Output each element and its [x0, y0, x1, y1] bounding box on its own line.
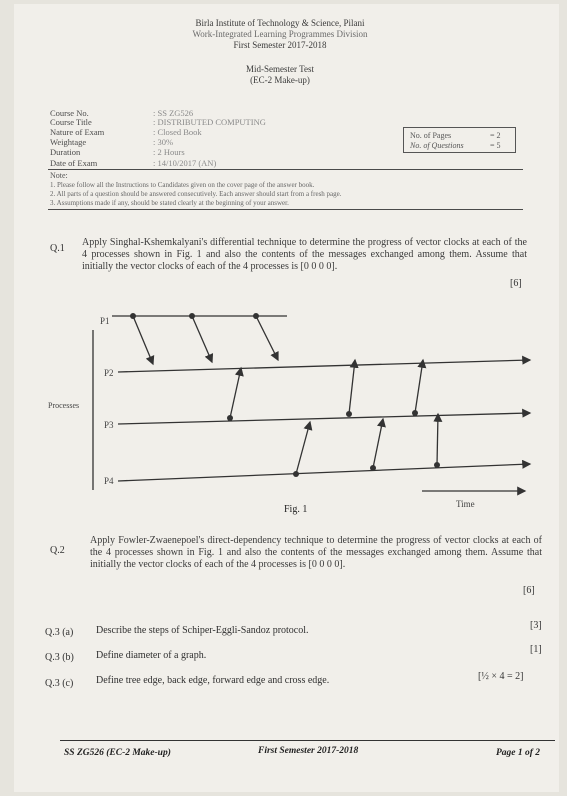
p2-timeline: [118, 360, 530, 372]
p2-label: P2: [104, 368, 114, 378]
pages-label: No. of Pages: [410, 131, 452, 140]
duration-value: : 2 Hours: [153, 147, 185, 157]
event-dot: [370, 465, 376, 471]
duration-label: Duration: [50, 147, 81, 157]
note-item-3: 3. Assumptions made if any, should be stated clearly at the beginning of your answer.: [50, 199, 289, 207]
message-arrow: [415, 360, 423, 413]
q3c-marks: [½ × 4 = 2]: [478, 671, 524, 682]
weightage-value: : 30%: [153, 137, 174, 147]
note-item-1: 1. Please follow all the Instructions to Candidates given on the cover page of the answer book.: [50, 181, 315, 189]
event-dot: [293, 471, 299, 477]
pages-value: = 2: [490, 131, 501, 140]
p1-label: P1: [100, 316, 110, 326]
q3c-text: Define tree edge, back edge, forward edge and cross edge.: [96, 675, 330, 686]
exam-nature-label: Nature of Exam: [50, 127, 105, 137]
course-no-label: Course No.: [50, 108, 89, 118]
q1-text: Apply Singhal-Kshemkalyani's differential technique to determine the progress of vector clocks at each of the 4 processes shown in Fig. 1 and also the contents of the messages exchanged among them. Assume that initially the vector clocks of each of the 4 processes is [0 0 0 0].: [82, 237, 527, 272]
p4-label: P4: [104, 476, 114, 486]
footer-course: SS ZG526 (EC-2 Make-up): [64, 748, 171, 758]
q2-text: Apply Fowler-Zwaenepoel's direct-dependency technique to determine the progress of vector clocks at each of the 4 processes shown in Fig. 1 and also the contents of the messages exchanged among them. Assume that initially the vector clocks of each of the 4 processes is [0 0 0 0].: [90, 535, 542, 570]
event-dot: [253, 313, 259, 319]
note-item-2: 2. All parts of a question should be answered consecutively. Each answer should start from a fresh page.: [50, 190, 342, 198]
q3b-number: Q.3 (b): [45, 652, 74, 663]
message-arrow: [349, 360, 355, 414]
exam-nature-value: : Closed Book: [153, 127, 202, 137]
processes-axis-label: Processes: [48, 401, 80, 410]
figure-caption: Fig. 1: [284, 504, 308, 515]
footer-semester: First Semester 2017-2018: [258, 746, 359, 756]
message-arrow: [437, 414, 438, 465]
q3a-text: Describe the steps of Schiper-Eggli-Sandoz protocol.: [96, 625, 309, 636]
message-arrow: [296, 422, 310, 474]
message-arrow: [373, 419, 383, 468]
exam-date-value: : 14/10/2017 (AN): [153, 158, 217, 168]
event-dot: [227, 415, 233, 421]
q2-number: Q.2: [50, 545, 65, 556]
p4-timeline: [118, 464, 530, 481]
message-arrow: [256, 316, 278, 360]
test-title: Mid-Semester Test: [246, 64, 314, 74]
event-dot: [346, 411, 352, 417]
footer-divider: [60, 740, 555, 741]
q3c-number: Q.3 (c): [45, 678, 74, 689]
semester-heading: First Semester 2017-2018: [233, 40, 327, 50]
weightage-label: Weightage: [50, 137, 87, 147]
institute-name: Birla Institute of Technology & Science, Pilani: [195, 18, 365, 28]
event-dot: [412, 410, 418, 416]
exam-date-label: Date of Exam: [50, 158, 98, 168]
q1-marks: [6]: [510, 278, 522, 289]
course-title-label: Course Title: [50, 117, 92, 127]
event-dot: [434, 462, 440, 468]
event-dot: [130, 313, 136, 319]
q2-marks: [6]: [523, 585, 535, 596]
q3a-number: Q.3 (a): [45, 627, 74, 638]
questions-label: No. of Questions: [410, 141, 464, 150]
q3a-marks: [3]: [530, 620, 542, 631]
course-no-value: : SS ZG526: [153, 108, 194, 118]
course-title-value: : DISTRIBUTED COMPUTING: [153, 117, 266, 127]
p3-label: P3: [104, 420, 114, 430]
q1-number: Q.1: [50, 243, 65, 254]
note-title: Note:: [50, 171, 68, 180]
event-dot: [189, 313, 195, 319]
test-type: (EC-2 Make-up): [250, 75, 310, 85]
q3b-marks: [1]: [530, 644, 542, 655]
p3-timeline: [118, 413, 530, 424]
q3b-text: Define diameter of a graph.: [96, 650, 207, 661]
footer-page: Page 1 of 2: [496, 748, 541, 758]
division-name: Work-Integrated Learning Programmes Division: [192, 29, 368, 39]
questions-value: = 5: [490, 141, 501, 150]
message-arrow: [133, 316, 153, 364]
message-arrow: [230, 368, 241, 418]
message-arrow: [192, 316, 212, 362]
time-label: Time: [456, 499, 475, 509]
